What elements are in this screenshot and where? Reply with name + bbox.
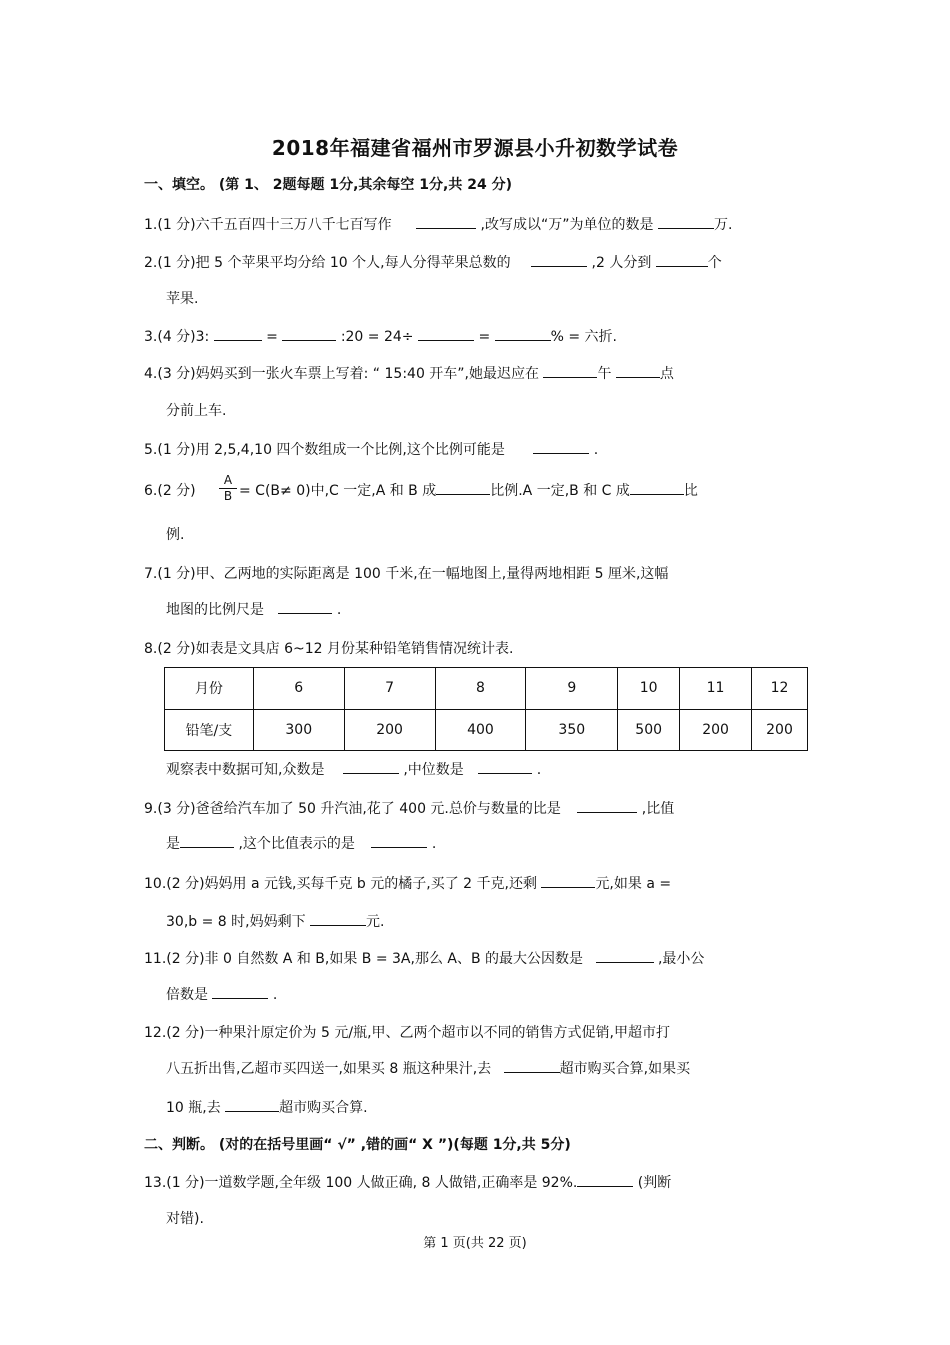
answer-blank[interactable] bbox=[630, 482, 684, 495]
answer-blank[interactable] bbox=[418, 328, 474, 341]
q2-continuation: 苹果. bbox=[166, 291, 199, 307]
fraction-numerator: A bbox=[219, 474, 237, 489]
q7-continuation bbox=[166, 601, 341, 619]
answer-blank[interactable] bbox=[541, 875, 595, 888]
answer-blank[interactable] bbox=[371, 835, 427, 848]
q4-continuation: 分前上车. bbox=[166, 403, 227, 419]
q3-text-a: 3.(4 分)3: bbox=[144, 329, 210, 345]
q4-text-b: 午 bbox=[597, 366, 612, 382]
table-cell: 8 bbox=[435, 668, 526, 710]
answer-blank[interactable] bbox=[343, 761, 399, 774]
question-9 bbox=[144, 800, 674, 818]
question-6 bbox=[239, 482, 698, 500]
answer-blank[interactable] bbox=[495, 328, 551, 341]
table-cell: 10 bbox=[618, 668, 680, 710]
q10-text-c: 元. bbox=[366, 914, 385, 930]
q9-text-d: . bbox=[431, 836, 437, 852]
q5-text-a: 5.(1 分)用 2,5,4,10 四个数组成一个比例,这个比例可能是 bbox=[144, 442, 505, 458]
q11-text-a: 11.(2 分)非 0 自然数 A 和 B,如果 B = 3A,那么 A、B 的最大公因数是 bbox=[144, 951, 584, 967]
q12-text-line2a: 八五折出售,乙超市买四送一,如果买 8 瓶这种果汁,去 bbox=[166, 1061, 492, 1077]
question-1 bbox=[144, 216, 732, 234]
q7-text-cont: 地图的比例尺是 bbox=[166, 602, 264, 618]
q8-continuation bbox=[166, 761, 541, 779]
q8-text-cont: 观察表中数据可知,众数是 bbox=[166, 762, 325, 778]
exam-title: 2018年福建省福州市罗源县小升初数学试卷 bbox=[271, 136, 679, 160]
q11-text-b: ,最小公 bbox=[657, 951, 705, 967]
table-row-month bbox=[165, 668, 808, 710]
page-footer: 第 1 页(共 22 页) bbox=[423, 1236, 527, 1251]
table-cell: 9 bbox=[526, 668, 618, 710]
q13-text-b: (判断 bbox=[637, 1175, 672, 1191]
table-cell: 500 bbox=[618, 709, 680, 751]
table-cell: 200 bbox=[344, 709, 435, 751]
q6-text-c: 比例.A 一定,B 和 C 成 bbox=[490, 483, 630, 499]
q12-line-3 bbox=[166, 1099, 368, 1117]
answer-blank[interactable] bbox=[310, 913, 366, 926]
pencil-sales-table bbox=[164, 667, 808, 751]
answer-blank[interactable] bbox=[416, 216, 476, 229]
q9-text-a: 9.(3 分)爸爸给汽车加了 50 升汽油,花了 400 元.总价与数量的比是 bbox=[144, 801, 561, 817]
question-12: 12.(2 分)一种果汁原定价为 5 元/瓶,甲、乙两个超市以不同的销售方式促销,甲超市打 bbox=[144, 1025, 670, 1041]
q6-text-d: 比 bbox=[683, 483, 698, 499]
table-cell: 200 bbox=[752, 709, 808, 751]
table-cell: 6 bbox=[253, 668, 344, 710]
q11-text-c: . bbox=[272, 987, 278, 1003]
table-cell: 400 bbox=[435, 709, 526, 751]
q13-continuation: 对错). bbox=[166, 1211, 204, 1227]
answer-blank[interactable] bbox=[531, 254, 587, 267]
question-8: 8.(2 分)如表是文具店 6~12 月份某种铅笔销售情况统计表. bbox=[144, 641, 514, 657]
q3-text-e: % = 六折. bbox=[550, 329, 618, 345]
q8-text-c: . bbox=[536, 762, 542, 778]
q7-text-b: . bbox=[336, 602, 342, 618]
table-cell: 7 bbox=[344, 668, 435, 710]
q4-text-c: 点 bbox=[659, 366, 674, 382]
table-cell: 200 bbox=[680, 709, 752, 751]
q6-continuation: 例. bbox=[166, 527, 185, 543]
table-cell: 12 bbox=[752, 668, 808, 710]
question-3 bbox=[144, 328, 617, 346]
answer-blank[interactable] bbox=[214, 328, 262, 341]
q9-text-cont: 是 bbox=[166, 836, 180, 852]
question-13 bbox=[144, 1174, 671, 1192]
table-cell: 300 bbox=[253, 709, 344, 751]
q1-text-c: 万. bbox=[713, 217, 733, 233]
answer-blank[interactable] bbox=[278, 601, 332, 614]
answer-blank[interactable] bbox=[616, 365, 660, 378]
question-2 bbox=[144, 254, 722, 272]
table-cell: 11 bbox=[680, 668, 752, 710]
answer-blank[interactable] bbox=[282, 328, 336, 341]
q12-text-line3a: 10 瓶,去 bbox=[166, 1100, 221, 1116]
q3-text-d: = bbox=[478, 329, 491, 345]
q10-text-b: 元,如果 a = bbox=[595, 876, 672, 892]
q13-text-a: 13.(1 分)一道数学题,全年级 100 人做正确, 8 人做错,正确率是 92%. bbox=[144, 1175, 578, 1191]
question-11 bbox=[144, 950, 704, 968]
q2-text-a: 2.(1 分)把 5 个苹果平均分给 10 个人,每人分得苹果总数的 bbox=[144, 255, 511, 271]
question-5 bbox=[144, 441, 598, 459]
q10-text-cont: 30,b = 8 时,妈妈剩下 bbox=[166, 914, 306, 930]
q10-text-a: 10.(2 分)妈妈用 a 元钱,买每千克 b 元的橘子,买了 2 千克,还剩 bbox=[144, 876, 537, 892]
q4-text-a: 4.(3 分)妈妈买到一张火车票上写着: “ 15:40 开车”,她最迟应在 bbox=[144, 366, 540, 382]
answer-blank[interactable] bbox=[504, 1060, 560, 1073]
answer-blank[interactable] bbox=[212, 986, 268, 999]
question-4 bbox=[144, 365, 674, 383]
answer-blank[interactable] bbox=[656, 254, 708, 267]
answer-blank[interactable] bbox=[658, 216, 714, 229]
q1-text-a: 1.(1 分)六千五百四十三万八千七百写作 bbox=[144, 217, 392, 233]
table-cell: 350 bbox=[526, 709, 618, 751]
q9-text-c: ,这个比值表示的是 bbox=[238, 836, 355, 852]
answer-blank[interactable] bbox=[577, 800, 637, 813]
fraction-a-over-b bbox=[219, 474, 237, 503]
q9-text-b: ,比值 bbox=[641, 801, 675, 817]
q2-text-c: 个 bbox=[707, 255, 722, 271]
q12-line-2 bbox=[166, 1060, 690, 1078]
answer-blank[interactable] bbox=[596, 950, 654, 963]
q6-text-b: = C(B≠ 0)中,C 一定,A 和 B 成 bbox=[239, 483, 437, 499]
question-7: 7.(1 分)甲、乙两地的实际距离是 100 千米,在一幅地图上,量得两地相距 5 厘米,这幅 bbox=[144, 566, 669, 582]
q3-text-b: = bbox=[266, 329, 278, 345]
q8-text-b: ,中位数是 bbox=[403, 762, 464, 778]
question-10 bbox=[144, 875, 671, 893]
answer-blank[interactable] bbox=[478, 761, 532, 774]
section-2-heading: 二、判断。 (对的在括号里画“ √” ,错的画“ X ”)(每题 1分,共 5分) bbox=[144, 1137, 571, 1153]
answer-blank[interactable] bbox=[225, 1099, 279, 1112]
q6-text-a: 6.(2 分) bbox=[144, 483, 196, 499]
q2-text-b: ,2 人分到 bbox=[591, 255, 652, 271]
q11-text-cont: 倍数是 bbox=[166, 987, 208, 1003]
q5-text-b: . bbox=[593, 442, 599, 458]
answer-blank[interactable] bbox=[436, 482, 490, 495]
table-cell: 月份 bbox=[165, 668, 254, 710]
section-1-heading: 一、填空。 (第 1、 2题每题 1分,其余每空 1分,共 24 分) bbox=[144, 177, 512, 193]
q9-continuation bbox=[166, 835, 436, 853]
answer-blank[interactable] bbox=[543, 365, 597, 378]
fraction-denominator: B bbox=[223, 489, 233, 503]
q12-text-line3b: 超市购买合算. bbox=[279, 1100, 368, 1116]
q1-text-b: ,改写成以“万”为单位的数是 bbox=[480, 217, 654, 233]
table-cell: 铅笔/支 bbox=[165, 709, 254, 751]
q3-text-c: :20 = 24÷ bbox=[340, 329, 414, 345]
q12-text-line2b: 超市购买合算,如果买 bbox=[559, 1061, 691, 1077]
answer-blank[interactable] bbox=[533, 441, 589, 454]
answer-blank[interactable] bbox=[180, 835, 234, 848]
answer-blank[interactable] bbox=[577, 1174, 633, 1187]
q11-continuation bbox=[166, 986, 277, 1004]
q10-continuation bbox=[166, 913, 385, 931]
table-row-pencils bbox=[165, 709, 808, 751]
